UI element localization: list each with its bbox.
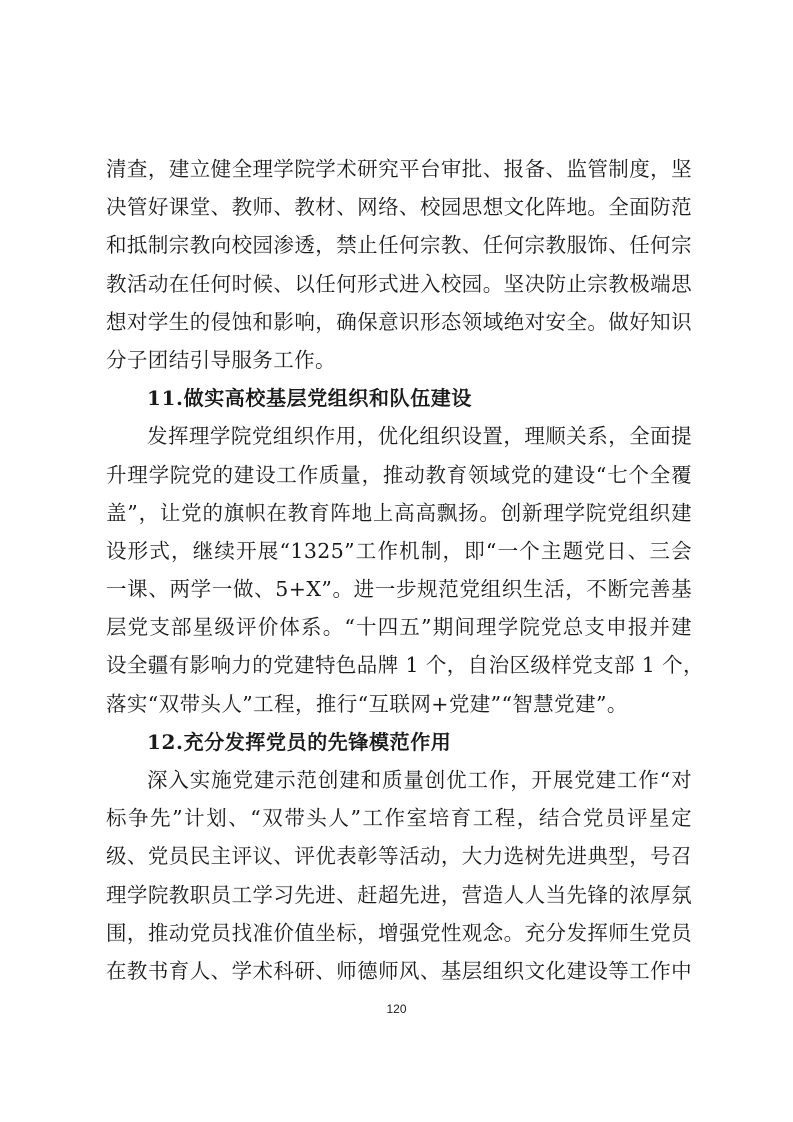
text-line: 落实“双带头人”工程，推行“互联网+党建”“智慧党建”。 — [106, 691, 628, 716]
section-12 — [106, 723, 692, 990]
text-line: 标争先”计划、“双带头人”工作室培育工程，结合党员评星定 — [106, 806, 692, 831]
section-11 — [106, 379, 704, 723]
section-heading: 11.做实高校基层党组织和队伍建设 — [147, 386, 472, 411]
text-line: 层党支部星级评价体系。“十四五”期间理学院党总支申报并建 — [106, 615, 692, 640]
text-line: 教活动在任何时候、以任何形式进入校园。坚决防止宗教极端思 — [106, 271, 692, 296]
text-line: 清查，建立健全理学院学术研究平台审批、报备、监管制度，坚 — [106, 157, 692, 181]
text-line: 和抵制宗教向校园渗透，禁止任何宗教、任何宗教服饰、任何宗 — [106, 233, 692, 258]
text-line: 发挥理学院党组织作用，优化组织设置，理顺关系，全面提 — [147, 424, 692, 449]
text-line: 分子团结引导服务工作。 — [106, 347, 336, 372]
text-line: 围，推动党员找准价值坐标，增强党性观念。充分发挥师生党员 — [106, 920, 692, 945]
text-line: 一课、两学一做、5+X”。进一步规范党组织生活，不断完善基 — [106, 577, 692, 602]
page-body — [106, 150, 704, 990]
page-number: 120 — [386, 1002, 407, 1016]
text-line: 级、党员民主评议、评优表彰等活动，大力选树先进典型，号召 — [106, 844, 692, 869]
text-line: 升理学院党的建设工作质量，推动教育领域党的建设“七个全覆 — [106, 462, 692, 487]
paragraph-intro — [106, 150, 692, 379]
text-line: 理学院教职员工学习先进、赶超先进，营造人人当先锋的浓厚氛 — [106, 882, 692, 907]
text-line: 设全疆有影响力的党建特色品牌 1 个，自治区级样党支部 1 个， — [106, 653, 704, 678]
text-line: 盖”，让党的旗帜在教育阵地上高高飘扬。创新理学院党组织建 — [106, 500, 692, 525]
text-line: 想对学生的侵蚀和影响，确保意识形态领域绝对安全。做好知识 — [106, 309, 692, 334]
text-line: 决管好课堂、教师、教材、网络、校园思想文化阵地。全面防范 — [106, 195, 692, 220]
text-line: 设形式，继续开展“1325”工作机制，即“一个主题党日、三会 — [106, 538, 692, 563]
text-line: 在教书育人、学术科研、师德师风、基层组织文化建设等工作中 — [106, 958, 692, 983]
text-line: 深入实施党建示范创建和质量创优工作，开展党建工作“对 — [147, 768, 692, 792]
section-heading: 12.充分发挥党员的先锋模范作用 — [147, 729, 452, 754]
